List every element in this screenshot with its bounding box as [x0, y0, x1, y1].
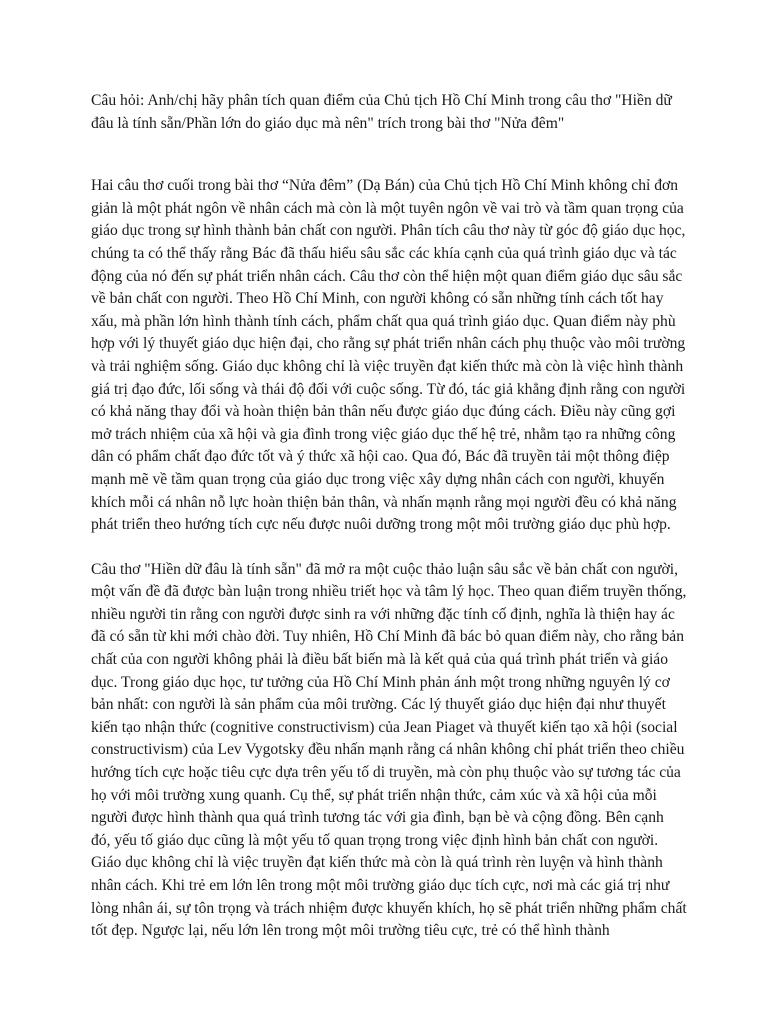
paragraph-1: Hai câu thơ cuối trong bài thơ “Nửa đêm” (Dạ Bán) của Chủ tịch Hồ Chí Minh không chỉ đơn giản là một phát ngôn về nhân cách mà còn là một tuyên ngôn về vai trò và tầm quan trọng của giáo dục trong sự hình thành bản chất con người. Phân tích câu thơ này từ góc độ giáo dục học, chúng ta có thể thấy rằng Bác đã thấu hiểu sâu sắc các khía cạnh của quá trình giáo dục và tác động của nó đến sự phát triển nhân cách. Câu thơ còn thể hiện một quan điểm giáo dục sâu sắc về bản chất con người. Theo Hồ Chí Minh, con người không có sẵn những tính cách tốt hay xấu, mà phần lớn hình thành tính cách, phẩm chất qua quá trình giáo dục. Quan điểm này phù hợp với lý thuyết giáo dục hiện đại, cho rằng sự phát triển nhân cách phụ thuộc vào môi trường và trải nghiệm sống. Giáo dục không chỉ là việc truyền đạt kiến thức mà còn là việc hình thành giá trị đạo đức, lối sống và thái độ đối với cuộc sống. Từ đó, tác giả khẳng định rằng con người có khả năng thay đổi và hoàn thiện bản thân nếu được giáo dục đúng cách. Điều này cũng gợi mở trách nhiệm của xã hội và gia đình trong việc giáo dục thế hệ trẻ, nhằm tạo ra những công dân có phẩm chất đạo đức tốt và ý thức xã hội cao. Qua đó, Bác đã truyền tải một thông điệp mạnh mẽ về tầm quan trọng của giáo dục trong việc xây dựng nhân cách con người, khuyến khích mỗi cá nhân nỗ lực hoàn thiện bản thân, và nhấn mạnh rằng mọi người đều có khả năng phát triển theo hướng tích cực nếu được nuôi dưỡng trong một môi trường giáo dục phù hợp. — [91, 177, 686, 534]
question-text: Câu hỏi: Anh/chị hãy phân tích quan điểm của Chủ tịch Hồ Chí Minh trong câu thơ "Hiền dữ đâu là tính sẵn/Phần lớn do giáo dục mà nên" trích trong bài thơ "Nửa đêm" — [91, 92, 672, 132]
paragraph-2: Câu thơ "Hiền dữ đâu là tính sẵn" đã mở ra một cuộc thảo luận sâu sắc về bản chất con người, một vấn đề đã được bàn luận trong nhiều triết học và tâm lý học. Theo quan điểm truyền thống, nhiều người tin rằng con người được sinh ra với những đặc tính cố định, nghĩa là thiện hay ác đã có sẵn từ khi mới chào đời. Tuy nhiên, Hồ Chí Minh đã bác bỏ quan điểm này, cho rằng bản chất của con người không phải là điều bất biến mà là kết quả của quá trình phát triển và giáo dục. Trong giáo dục học, tư tưởng của Hồ Chí Minh phản ánh một trong những nguyên lý cơ bản nhất: con người là sản phẩm của môi trường. Các lý thuyết giáo dục hiện đại như thuyết kiến tạo nhận thức (cognitive constructivism) của Jean Piaget và thuyết kiến tạo xã hội (social constructivism) của Lev Vygotsky đều nhấn mạnh rằng cá nhân không chỉ phát triển theo chiều hướng tích cực hoặc tiêu cực dựa trên yếu tố di truyền, mà còn phụ thuộc vào sự tương tác của họ với môi trường xung quanh. Cụ thể, sự phát triển nhận thức, cảm xúc và xã hội của mỗi người được hình thành qua quá trình tương tác với gia đình, bạn bè và cộng đồng. Bên cạnh đó, yếu tố giáo dục cũng là một yếu tố quan trọng trong việc định hình bản chất con người. Giáo dục không chỉ là việc truyền đạt kiến thức mà còn là quá trình rèn luyện và hình thành nhân cách. Khi trẻ em lớn lên trong một môi trường giáo dục tích cực, nơi mà các giá trị như lòng nhân ái, sự tôn trọng và trách nhiệm được khuyến khích, họ sẽ phát triển những phẩm chất tốt đẹp. Ngược lại, nếu lớn lên trong một môi trường tiêu cực, trẻ có thể hình thành — [91, 560, 687, 940]
document-content — [91, 90, 687, 943]
